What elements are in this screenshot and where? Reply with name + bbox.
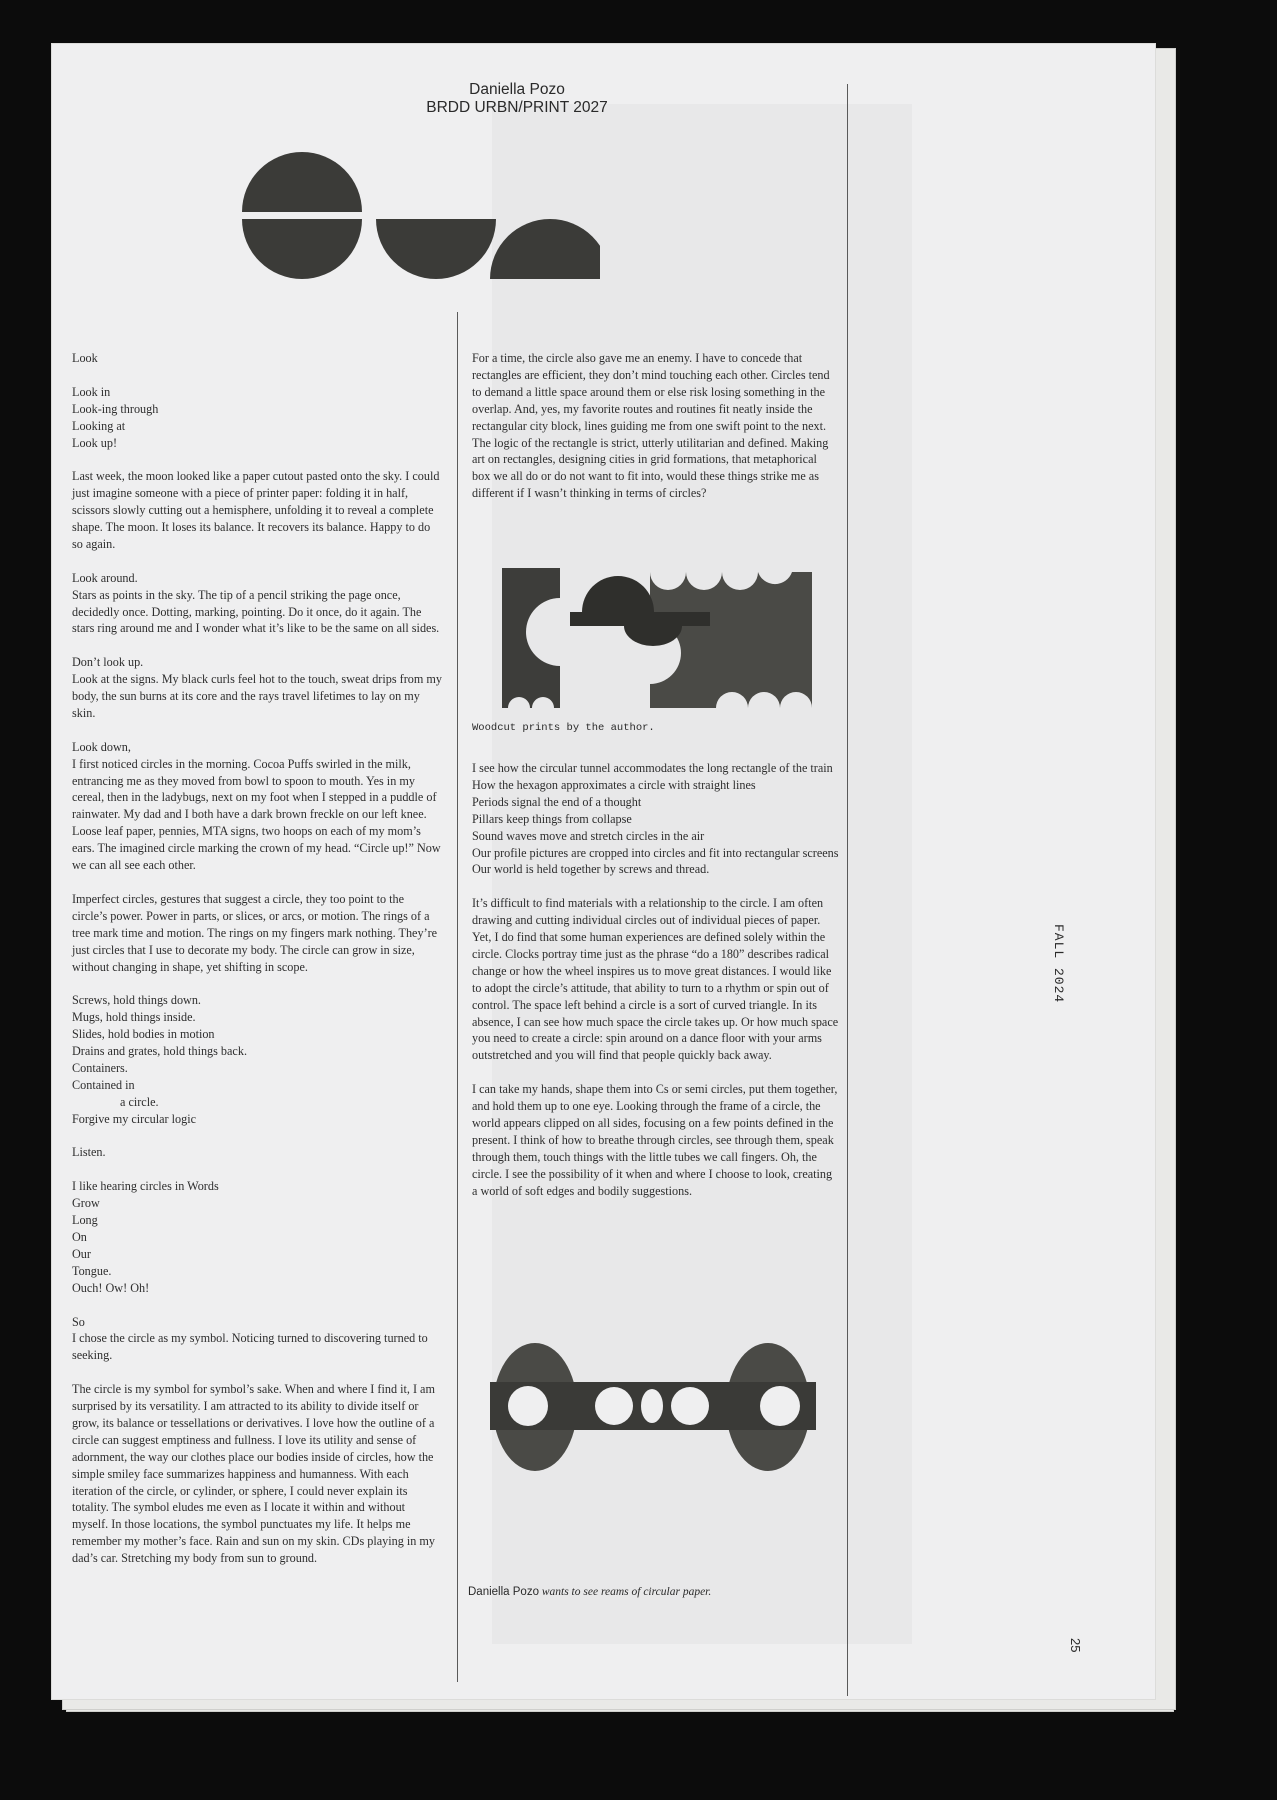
list-line: Tongue. bbox=[72, 1263, 112, 1278]
look-line: Look in bbox=[72, 384, 111, 399]
list-line: Containers. bbox=[72, 1060, 128, 1075]
bar-hole bbox=[671, 1387, 709, 1425]
paragraph: Look at the signs. My black curls feel hot to the touch, sweat drips from my body, the sun burns at its core and the rays travel lifetimes to lay on my skin. bbox=[72, 672, 442, 720]
author-bio bbox=[468, 1586, 711, 1598]
newspaper-page bbox=[52, 44, 1155, 1699]
split-circles-illustration bbox=[240, 152, 600, 282]
column-divider-right bbox=[847, 84, 848, 1696]
list-line: I like hearing circles in Words bbox=[72, 1179, 219, 1194]
woodcut-print-illustration bbox=[502, 568, 812, 708]
section-title: Look around. bbox=[72, 570, 138, 585]
bar-hole bbox=[760, 1386, 800, 1426]
list-line: Long bbox=[72, 1213, 98, 1228]
list-line: Drains and grates, hold things back. bbox=[72, 1044, 247, 1059]
issue-label: FALL 2024 bbox=[1051, 924, 1066, 1004]
paragraph: It’s difficult to find materials with a relationship to the circle. I am often drawing and cutting individual circles out of individual pieces of paper. Yet, I do find that some human experiences are defined solely within the circle. Clocks portray time just as the phrase “do a 180” describes radical change or how the wheel inspires us to move great distances. I would like to adopt the circle’s attitude, that ability to turn to a rhythm or spin out of control. The space left behind a circle is a sort of curved triangle. In its absence, I can see how much space the circle takes up. Or how much space you need to create a circle: spin around on a dance floor with your arms outstretched and you will find that people quickly back away. bbox=[472, 896, 839, 1063]
middle-half-circle bbox=[376, 219, 496, 279]
page-number: 25 bbox=[1068, 1638, 1083, 1653]
left-print-block bbox=[502, 568, 560, 708]
bio-text: wants to see reams of circular paper. bbox=[538, 1586, 712, 1598]
figure-caption: Woodcut prints by the author. bbox=[472, 722, 655, 734]
bar-hole bbox=[641, 1389, 663, 1423]
list-line: Our bbox=[72, 1246, 91, 1261]
list-line: Our profile pictures are cropped into circles and fit into rectangular screens bbox=[472, 845, 839, 860]
top-half-circle bbox=[242, 152, 362, 212]
look-line: Look bbox=[72, 351, 98, 365]
section-title: Look down, bbox=[72, 739, 131, 754]
paragraph: Last week, the moon looked like a paper cutout pasted onto the sky. I could just imagine someone with a piece of printer paper: folding it in half, scissors slowly cutting out a hemisphere, unfolding it to reveal a complete shape. The moon. It loses its balance. It recovers its balance. Happy to do so again. bbox=[72, 469, 440, 551]
list-line: Pillars keep things from collapse bbox=[472, 811, 632, 826]
section-title: Listen. bbox=[72, 1145, 106, 1160]
course-name: BRDD URBN/PRINT 2027 bbox=[426, 99, 608, 116]
paragraph: For a time, the circle also gave me an enemy. I have to concede that rectangles are efficient, they don’t mind touching each other. Circles tend to demand a little space around them or else risk losing something in the overlap. And, yes, my favorite routes and routines fit neatly inside the rectangular city block, lines guiding me from one swift point to the next. The logic of the rectangle is strict, utterly utilitarian and defined. Making art on rectangles, designing cities in grid formations, that metaphorical box we all do or do not want to fit into, would these things strike me as different if I wasn’t thinking in terms of circles? bbox=[472, 351, 830, 501]
list-line: I see how the circular tunnel accommodates the long rectangle of the train bbox=[472, 761, 833, 775]
right-column-bottom bbox=[472, 760, 840, 1216]
list-line: Contained in bbox=[72, 1077, 135, 1092]
list-line: Screws, hold things down. bbox=[72, 993, 201, 1008]
left-column bbox=[72, 350, 442, 1584]
list-line: Forgive my circular logic bbox=[72, 1111, 196, 1126]
paragraph: Imperfect circles, gestures that suggest a circle, they too point to the circle’s power. Power in parts, or slices, or arcs, or motion. The rings of a tree mark time and motion. The rings on my fingers mark nothing. They’re just circles that I use to decorate my body. The circle can grow in size, without changing in shape, yet shifting in scope. bbox=[72, 891, 438, 974]
list-line: Our world is held together by screws and thread. bbox=[472, 862, 710, 877]
bar-print bbox=[570, 612, 710, 626]
circles-bar-illustration bbox=[490, 1340, 820, 1474]
section-title: Don’t look up. bbox=[72, 655, 144, 670]
right-print-block bbox=[650, 572, 812, 708]
indented-line: a circle. bbox=[120, 1094, 159, 1109]
column-divider bbox=[457, 312, 458, 1682]
author-name: Daniella Pozo bbox=[469, 81, 565, 98]
list-line: Slides, hold bodies in motion bbox=[72, 1027, 215, 1042]
right-column-top bbox=[472, 350, 834, 519]
paragraph: The circle is my symbol for symbol’s sake. When and where I find it, I am surprised by its versatility. I am attracted to its ability to divide itself or grow, its balance or tessellations or derivatives. I love how the outline of a circle can suggest emptiness and fullness. I love its utility and sense of adornment, the way our clothes place our bodies inside of circles, how the simple smiley face summarizes happiness and humanness. With each iteration of the circle, or cylinder, or sphere, I could never explain its totality. The symbol eludes me even as I locate it within and without myself. In those locations, the symbol punctuates my life. It helps me remember my mother’s face. Rain and sun on my skin. CDs playing in my dad’s car. Stretching my body from sun to ground. bbox=[72, 1382, 435, 1566]
section-title: So bbox=[72, 1314, 85, 1329]
bio-name: Daniella Pozo bbox=[468, 1586, 539, 1598]
small-half-circle-print bbox=[624, 626, 682, 646]
list-line: Ouch! Ow! Oh! bbox=[72, 1280, 150, 1295]
list-line: Mugs, hold things inside. bbox=[72, 1010, 196, 1025]
bar-hole bbox=[508, 1386, 548, 1426]
list-line: Periods signal the end of a thought bbox=[472, 794, 642, 809]
right-half-circle bbox=[490, 219, 600, 279]
list-line: Sound waves move and stretch circles in the air bbox=[472, 828, 705, 843]
bar-hole bbox=[595, 1387, 633, 1425]
bottom-half-circle bbox=[242, 219, 362, 279]
half-circle-print bbox=[582, 576, 654, 612]
list-line: On bbox=[72, 1229, 87, 1244]
paragraph: I chose the circle as my symbol. Noticing turned to discovering turned to seeking. bbox=[72, 1331, 428, 1363]
list-line: How the hexagon approximates a circle with straight lines bbox=[472, 777, 756, 792]
look-line: Look up! bbox=[72, 435, 118, 450]
paragraph: Stars as points in the sky. The tip of a pencil striking the page once, decidedly once. Dotting, marking, pointing. Do it once, do it again. The stars ring around me and I wonder what it’s like to be the same on all sides. bbox=[72, 587, 440, 636]
paragraph: I first noticed circles in the morning. Cocoa Puffs swirled in the milk, entrancing me as they moved from bowl to spoon to mouth. Yes in my cereal, then in the ladybugs, next on my foot when I stepped in a puddle of rainwater. My dad and I both have a dark brown freckle on our left knee. Loose leaf paper, pennies, MTA signs, two hoops on each of my mom’s ears. The imagined circle marking the crown of my head. “Circle up!” Now we can all see each other. bbox=[72, 756, 441, 873]
look-line: Look-ing through bbox=[72, 401, 159, 416]
page-header bbox=[302, 81, 732, 117]
look-line: Looking at bbox=[72, 418, 126, 433]
list-line: Grow bbox=[72, 1196, 100, 1211]
paragraph: I can take my hands, shape them into Cs or semi circles, put them together, and hold them up to one eye. Looking through the frame of a circle, the world appears clipped on all sides, focusing on a few points defined in the present. I think of how to breathe through circles, see through them, speak through them, touch things with the little tubes we call fingers. Oh, the circle. I see the possibility of it when and where I choose to look, creating a world of soft edges and bodily suggestions. bbox=[472, 1082, 838, 1198]
